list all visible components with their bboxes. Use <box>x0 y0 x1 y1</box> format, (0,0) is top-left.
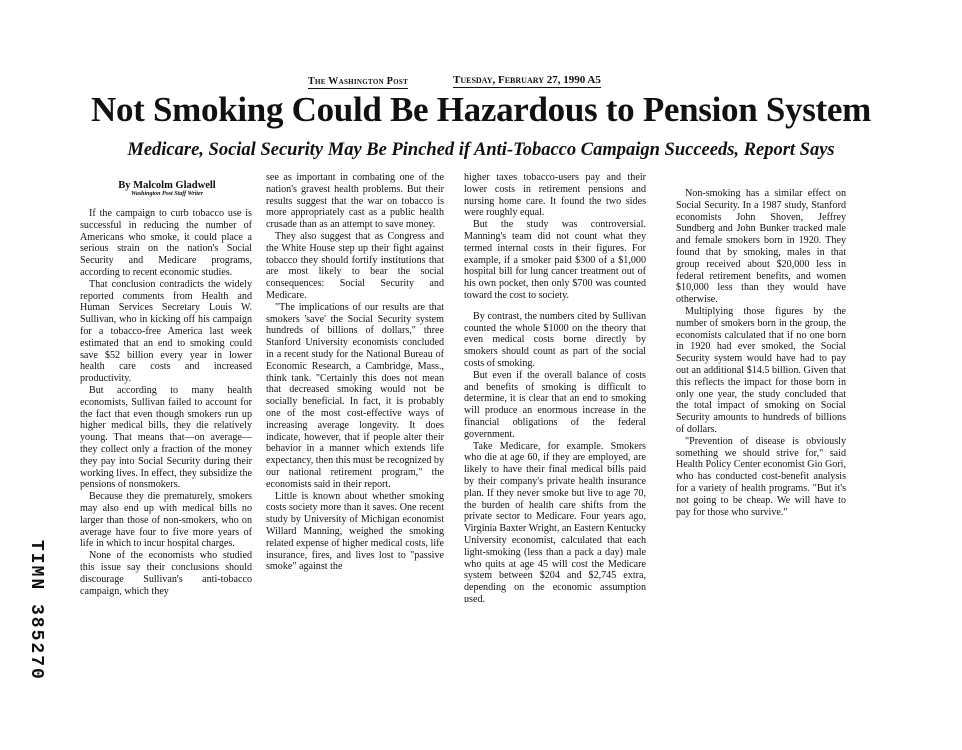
paragraph: "Prevention of disease is obviously something we should strive for," said Health Policy Center economist Gio Gori, who has conducted cost-benefit analysis for a variety of health programs. "But it's not going to be cheap. We will have to pay for those who survive." <box>676 435 846 518</box>
article-column-3 <box>464 172 646 606</box>
paragraph: Little is known about whether smoking costs society more than it saves. One recent study by University of Michigan economist Willard Manning, weighed the smoking related expense of higher medical costs, life insurance, fires, and lives lost to "passive smoke" against the <box>266 490 444 573</box>
paragraph: But the study was controversial. Manning's team did not count what they termed internal costs in their figures. For example, if a smoker paid $300 of a $1,000 hospital bill for lung cancer treatment out of his own pocket, then only $700 was counted toward the cost to society. <box>464 219 646 301</box>
article-column-4 <box>676 188 846 518</box>
subheadline: Medicare, Social Security May Be Pinched if Anti-Tobacco Campaign Succeeds, Report Says <box>127 140 835 160</box>
paragraph: But even if the overall balance of costs and benefits of smoking is difficult to determine, it is clear that an end to smoking will produce an enormous increase in the financial obligations of the federal government. <box>464 369 646 440</box>
byline-name: By Malcolm Gladwell <box>118 180 216 191</box>
publication-name: The Washington Post <box>308 76 409 87</box>
article-column-1 <box>80 208 252 597</box>
paragraph: higher taxes tobacco-users pay and their lower costs in retirement pensions and nursing home care. It found the two sides were roughly equal. <box>464 172 646 219</box>
paragraph: Non-smoking has a similar effect on Social Security. In a 1987 study, Stanford economists John Shoven, Jeffrey Sundberg and John Bunker tracked male and female smokers born in 1920. They found that by smoking, males in that group received about $20,000 less in federal retirement benefits, and women $10,000 less than they would have otherwise. <box>676 188 846 306</box>
paragraph: But according to many health economists, Sullivan failed to account for the fact that even though smokers run up higher medical bills, they die relatively young. That means that—on average—they collect only a fraction of the money they pay into Social Security during their working lives. In effect, they subsidize the pensions of nonsmokers. <box>80 384 252 491</box>
paragraph: That conclusion contradicts the widely reported comments from Health and Human Services Secretary Louis W. Sullivan, who in kicking off his campaign for a tobacco-free America last week estimated that an end to smoking could save $52 billion every year in lower health care costs and increased productivity. <box>80 278 252 385</box>
article-column-2 <box>266 172 444 573</box>
paragraph: Take Medicare, for example. Smokers who die at age 60, if they are employed, are likely to have their final medical bills paid by their company's private health insurance plan. If they never smoke but live to age 70, the burden of health care shifts from the private sector to Medicare. Four years ago, Virginia Baxter Wright, an Eastern Kentucky University economist, calculated that each light-smoking (less than a pack a day) male who quits at age 45 will cost the Medicare system between $204 and $2,745 extra, depending on the economic assumption used. <box>464 440 646 605</box>
paragraph: Because they die prematurely, smokers may also end up with medical bills no larger than those of non-smokers, who on average have four to five more years of life in which to incur hospital charges. <box>80 491 252 550</box>
paragraph: They also suggest that as Congress and the White House step up their fight against tobacco they should fortify institutions that are most likely to bear the social consequences: Social Security and Medicare. <box>266 230 444 301</box>
paragraph: "The implications of our results are that smokers 'save' the Social Security system hundreds of billions of dollars," three Stanford University economists concluded in a recent study for the National Bureau of Economic Research, a Cambridge, Mass., think tank. "Certainly this does not mean that decreased smoking would not be socially beneficial. In fact, it is probably one of the most cost-effective ways of increasing average longevity. It does indicate, however, that if people alter their behavior in a manner which extends life expectancy, then this must be recognized by our national retirement program," the economists said in their report. <box>266 301 444 490</box>
paragraph: By contrast, the numbers cited by Sullivan counted the whole $1000 on the theory that even medical costs borne directly by smokers should count as part of the social costs of smoking. <box>464 310 646 369</box>
headline: Not Smoking Could Be Hazardous to Pension System <box>91 90 871 129</box>
dateline: Tuesday, February 27, 1990 A5 <box>453 74 601 86</box>
byline <box>92 180 242 197</box>
document-id-stamp: TIMN 385270 <box>26 540 46 681</box>
paragraph: Multiplying those figures by the number of smokers born in the group, the economists calculated that if no one born in 1920 had ever smoked, the Social Security system would have had to pay out an additional $14.5 billion. Given that this reflects the impact for those born in only one year, the study concluded that the total impact of smoking on Social Security amounts to hundreds of billions of dollars. <box>676 305 846 435</box>
document-stamp-area <box>24 540 48 710</box>
paragraph: see as important in combating one of the nation's gravest health problems. But their results suggest that the war on tobacco is more appropriately cast as a public health crusade than as an attempt to save money. <box>266 172 444 231</box>
paragraph: None of the economists who studied this issue say their conclusions should discourage Sullivan's anti-tobacco campaign, which they <box>80 550 252 597</box>
paragraph: If the campaign to curb tobacco use is successful in reducing the number of Americans who smoke, it could place a serious strain on the nation's Social Security and Medicare programs, according to recent economic studies. <box>80 208 252 278</box>
byline-title: Washington Post Staff Writer <box>130 191 204 197</box>
